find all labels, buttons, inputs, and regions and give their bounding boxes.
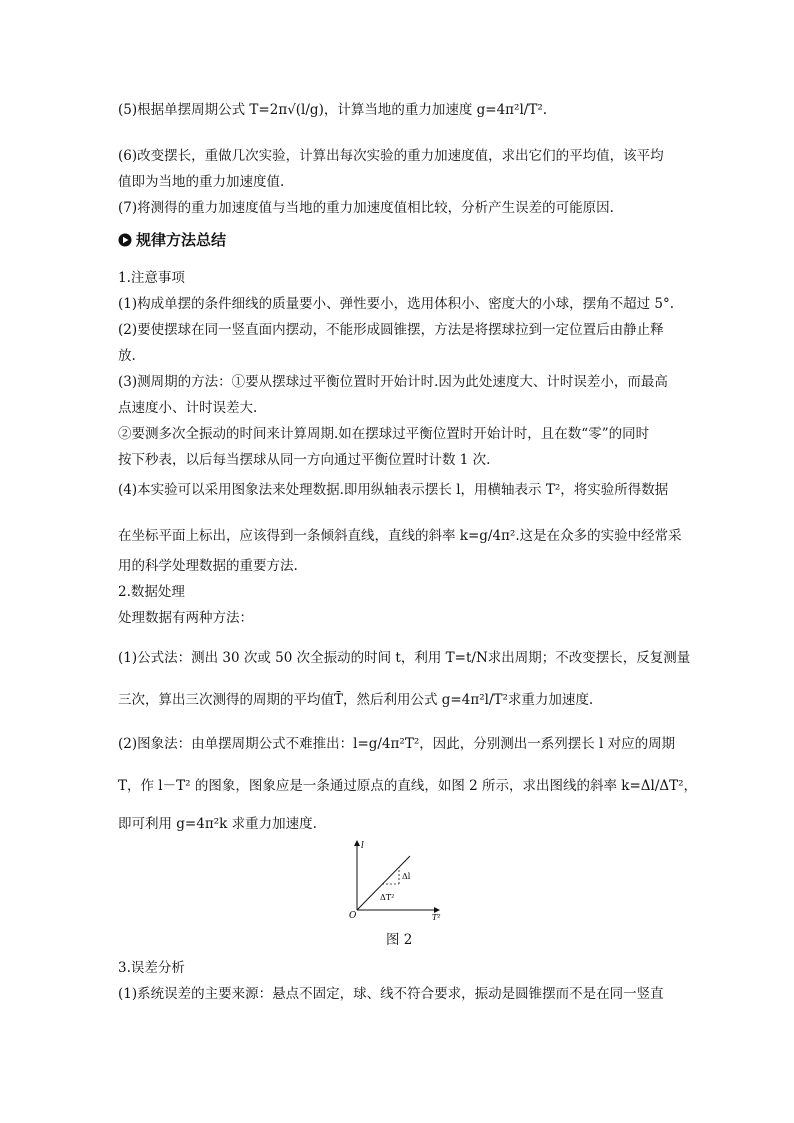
text-line: (4)本实验可以采用图象法来处理数据.即用纵轴表示摆长 l，用横轴表示 T²，将实验所得数据 xyxy=(118,482,669,498)
y-axis-label: l xyxy=(361,841,364,851)
text-line: (2)图象法：由单摆周期公式不难推出：l=g/4π²T²，因此，分别测出一系列摆长 l 对应的周期 xyxy=(118,736,676,752)
origin-label: O xyxy=(349,911,357,921)
text-line: 三次，算出三次测得的周期的平均值T̄，然后利用公式 g=4π²l/T²求重力加速度. xyxy=(118,692,594,708)
text-line: 按下秒表，以后每当摆球从同一方向通过平衡位置时计数 1 次. xyxy=(118,452,491,468)
x-axis-label: T² xyxy=(432,913,441,922)
text-line: 用的科学处理数据的重要方法. xyxy=(118,558,298,574)
heading-text: 规律方法总结 xyxy=(136,231,227,249)
text-line: (1)构成单摆的条件细线的质量要小、弹性要小，选用体积小、密度大的小球，摆角不超过 5°. xyxy=(118,296,675,312)
text-line: (3)测周期的方法：①要从摆球过平衡位置时开始计时.因为此处速度大、计时误差小，而最高 xyxy=(118,374,668,390)
text-line: 值即为当地的重力加速度值. xyxy=(118,174,285,190)
l-t2-graph-figure xyxy=(342,838,452,928)
delta-l-label: Δl xyxy=(402,872,411,881)
text-line: 点速度小、计时误差大. xyxy=(118,400,258,416)
text-line: 3.误差分析 xyxy=(118,960,185,976)
text-line: 1.注意事项 xyxy=(118,270,185,286)
delta-t2-label: ΔT² xyxy=(380,893,395,902)
play-circle-icon xyxy=(118,233,132,247)
text-line: (7)将测得的重力加速度值与当地的重力加速度值相比较，分析产生误差的可能原因. xyxy=(118,200,614,216)
text-line: ②要测多次全振动的时间来计算周期.如在摆球过平衡位置时开始计时，且在数“零”的同时 xyxy=(118,426,650,442)
text-line: (5)根据单摆周期公式 T=2π√(l/g)，计算当地的重力加速度 g=4π²l/T². xyxy=(118,102,548,118)
text-line: 放. xyxy=(118,348,136,364)
text-line: T，作 l－T² 的图象，图象应是一条通过原点的直线，如图 2 所示，求出图线的斜率 k=Δl/ΔT²， xyxy=(118,778,698,794)
figure-caption: 图 2 xyxy=(386,932,413,948)
text-line: (1)公式法：测出 30 次或 50 次全振动的时间 t，利用 T=t/N求出周期；不改变摆长，反复测量 xyxy=(118,650,691,666)
section-heading xyxy=(118,229,226,250)
text-line: 处理数据有两种方法： xyxy=(118,610,253,626)
text-line: 即可利用 g=4π²k 求重力加速度. xyxy=(118,816,317,832)
text-line: (2)要使摆球在同一竖直面内摆动，不能形成圆锥摆，方法是将摆球拉到一定位置后由静止释 xyxy=(118,322,664,338)
text-line: 在坐标平面上标出，应该得到一条倾斜直线，直线的斜率 k=g/4π².这是在众多的实验中经常采 xyxy=(118,528,682,544)
text-line: 2.数据处理 xyxy=(118,584,185,600)
text-line: (6)改变摆长，重做几次实验，计算出每次实验的重力加速度值，求出它们的平均值，该平均 xyxy=(118,148,664,164)
text-line: (1)系统误差的主要来源：悬点不固定，球、线不符合要求，振动是圆锥摆而不是在同一竖直 xyxy=(118,986,664,1002)
